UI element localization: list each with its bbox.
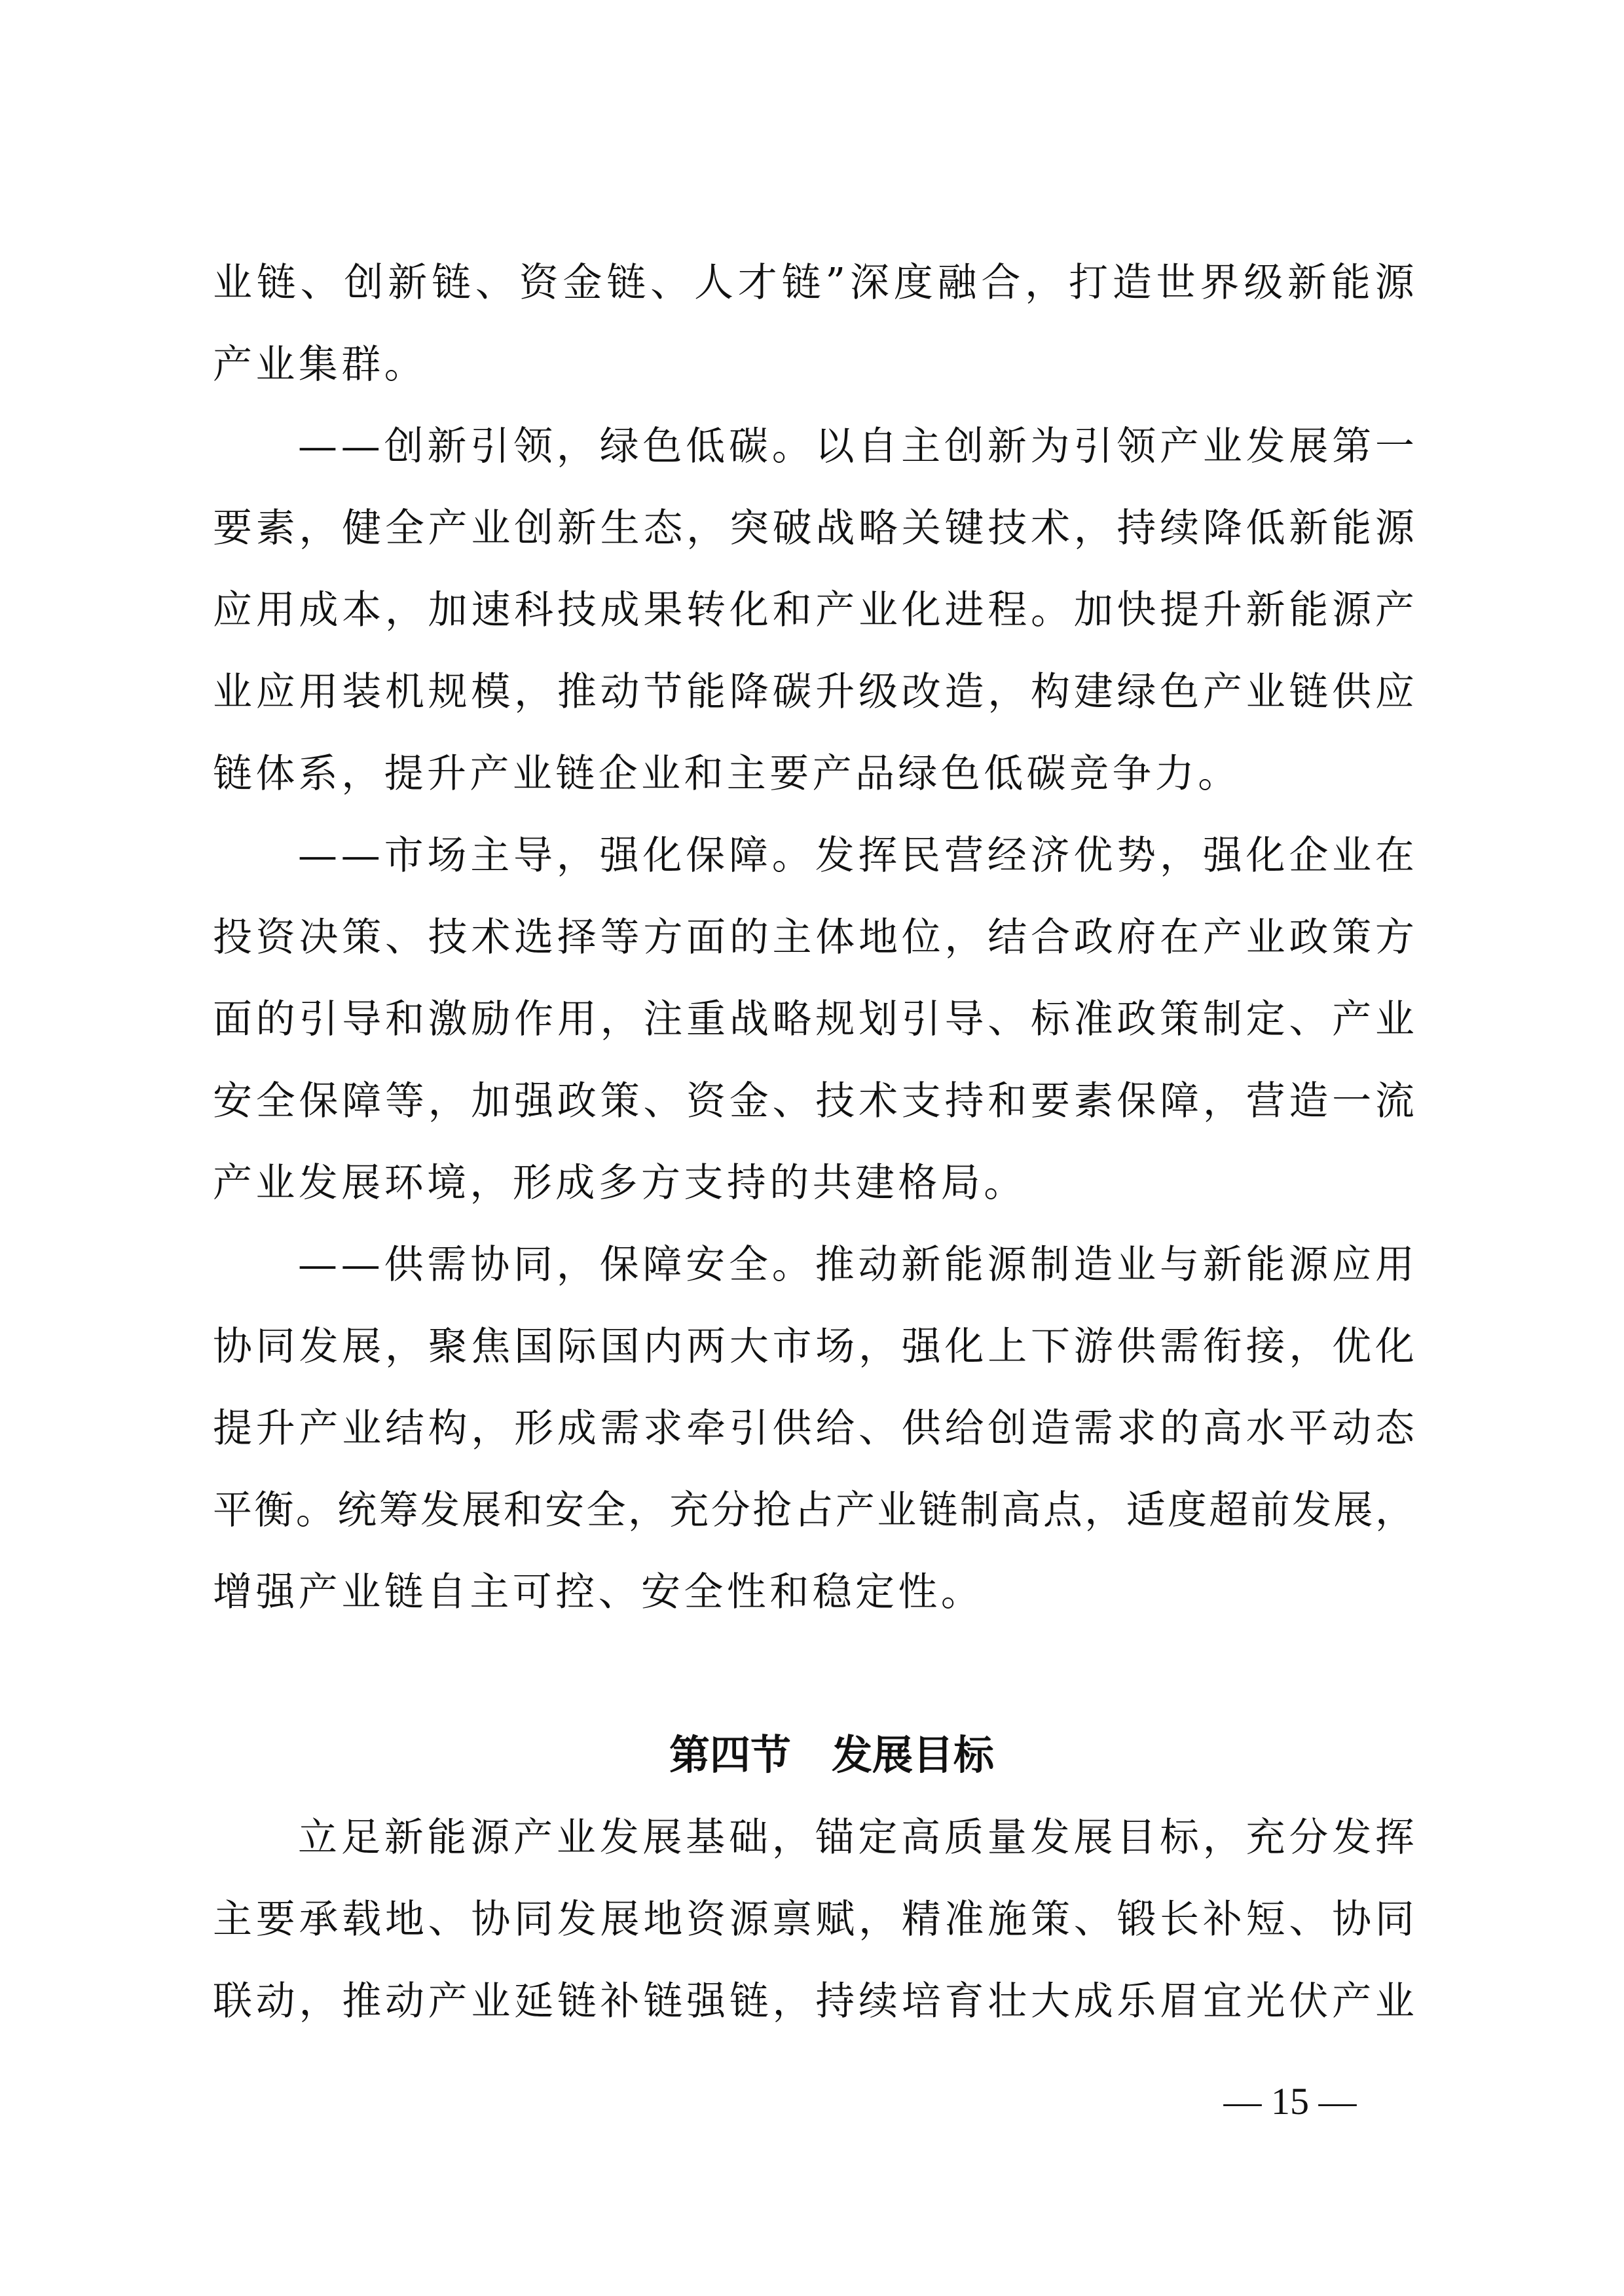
paragraph-line: 产业集群。 (213, 342, 427, 388)
page-number: — 15 — (1223, 2080, 1357, 2123)
paragraph-line: 业 链 、 创 新 链 、 资 金 链 、 人 才 链 ” 深 度 融 合 ， 打 造 世 界 级 新 能 源 (213, 260, 1414, 306)
paragraph-line: 要 素 ， 健 全 产 业 创 新 生 态 ， 突 破 战 略 关 键 技 术 ， 持 续 降 低 新 能 源 (213, 505, 1414, 551)
paragraph-line: 主 要 承 载 地 、 协 同 发 展 地 资 源 禀 赋 ， 精 准 施 策 、 锻 长 补 短 、 协 同 (213, 1897, 1414, 1942)
paragraph-line: 联 动 ， 推 动 产 业 延 链 补 链 强 链 ， 持 续 培 育 壮 大 成 乐 眉 宜 光 伏 产 业 (213, 1978, 1414, 2024)
paragraph-line: 立 足 新 能 源 产 业 发 展 基 础 ， 锚 定 高 质 量 发 展 目 标 ， 充 分 发 挥 (298, 1815, 1414, 1861)
paragraph-line: 产业发展环境，形成多方支持的共建格局。 (213, 1160, 1027, 1206)
paragraph-line: 业 应 用 装 机 规 模 ， 推 动 节 能 降 碳 升 级 改 造 ， 构 建 绿 色 产 业 链 供 应 (213, 669, 1414, 715)
principle-supply-demand-line: — — 供 需 协 同 ， 保 障 安 全 。 推 动 新 能 源 制 造 业 与 新 能 源 应 用 (298, 1242, 1414, 1288)
paragraph-line: 面 的 引 导 和 激 励 作 用 ， 注 重 战 略 规 划 引 导 、 标 准 政 策 制 定 、 产 业 (213, 996, 1414, 1042)
paragraph-line: 应 用 成 本 ， 加 速 科 技 成 果 转 化 和 产 业 化 进 程 。 加 快 提 升 新 能 源 产 (213, 587, 1414, 633)
principle-market-line: — — 市 场 主 导 ， 强 化 保 障 。 发 挥 民 营 经 济 优 势 ， 强 化 企 业 在 (298, 833, 1414, 879)
paragraph-line: 投 资 决 策 、 技 术 选 择 等 方 面 的 主 体 地 位 ， 结 合 政 府 在 产 业 政 策 方 (213, 915, 1414, 960)
paragraph-line: 提 升 产 业 结 构 ， 形 成 需 求 牵 引 供 给 、 供 给 创 造 需 求 的 高 水 平 动 态 (213, 1406, 1414, 1451)
paragraph-line: 平 衡 。 统 筹 发 展 和 安 全 ， 充 分 抢 占 产 业 链 制 高 点 ， 适 度 超 前 发 展 ， (213, 1487, 1414, 1533)
principle-innovation-line: — — 创 新 引 领 ， 绿 色 低 碳 。 以 自 主 创 新 为 引 领 产 业 发 展 第 一 (298, 424, 1414, 469)
paragraph-line: 链体系，提升产业链企业和主要产品绿色低碳竞争力。 (213, 751, 1241, 797)
paragraph-line: 协 同 发 展 ， 聚 焦 国 际 国 内 两 大 市 场 ， 强 化 上 下 游 供 需 衔 接 ， 优 化 (213, 1324, 1414, 1370)
paragraph-line: 增强产业链自主可控、安全性和稳定性。 (213, 1569, 984, 1615)
section-heading: 第四节 发展目标 (669, 1731, 994, 1779)
paragraph-line: 安 全 保 障 等 ， 加 强 政 策 、 资 金 、 技 术 支 持 和 要 素 保 障 ， 营 造 一 流 (213, 1078, 1414, 1124)
